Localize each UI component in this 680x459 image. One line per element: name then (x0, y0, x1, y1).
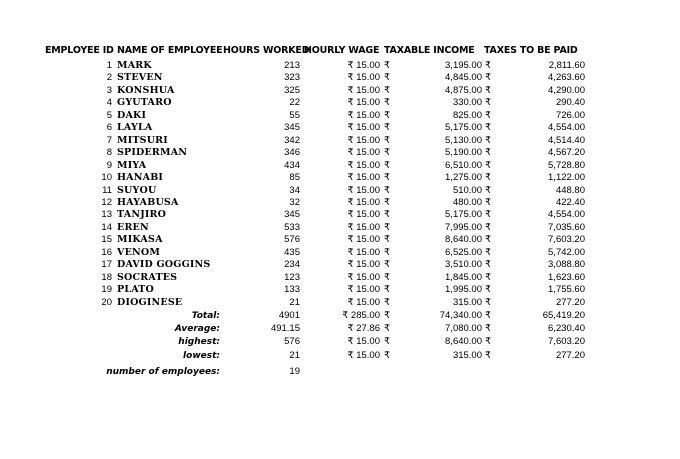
employee-name-cell: GYUTARO (117, 97, 172, 109)
employee-id-cell: 12 (101, 196, 112, 208)
summary-taxes-cell: 7,603.20 (548, 336, 585, 347)
hourly-wage-cell: ₹ 15.00 (347, 60, 380, 71)
employee-name-cell: MARK (117, 60, 152, 71)
employee-count-row (0, 366, 680, 379)
rupee-symbol: ₹ (485, 196, 492, 208)
taxes-due-cell: 4,554.00 (548, 209, 585, 221)
taxes-due-cell: 290.40 (555, 97, 585, 109)
employee-id-cell: 16 (101, 246, 112, 258)
rupee-symbol: ₹ (485, 271, 492, 283)
employee-name-cell: DIOGINESE (117, 296, 183, 308)
table-row (0, 172, 680, 185)
header-taxable-income: TAXABLE INCOME (384, 45, 475, 56)
employee-name-cell: DAKI (117, 109, 147, 121)
rupee-symbol: ₹ (485, 259, 492, 271)
table-row (0, 110, 680, 123)
rupee-symbol: ₹ (485, 336, 492, 347)
rupee-symbol: ₹ (485, 147, 492, 159)
hourly-wage-cell: ₹ 15.00 (347, 221, 380, 233)
taxes-due-cell: 4,514.40 (548, 134, 585, 146)
employee-count-label: number of employees: (106, 367, 220, 377)
hours-worked-cell: 346 (284, 147, 300, 159)
taxes-due-cell: 448.80 (555, 184, 585, 196)
table-row (0, 234, 680, 247)
rupee-symbol: ₹ (485, 221, 492, 233)
employee-id-cell: 2 (106, 72, 112, 84)
rupee-symbol: ₹ (384, 196, 391, 208)
employee-id-cell: 4 (106, 97, 112, 109)
rupee-symbol: ₹ (485, 72, 492, 84)
rupee-symbol: ₹ (485, 84, 492, 96)
employee-id-cell: 10 (101, 172, 112, 184)
employee-name-cell: DAVID GOGGINS (117, 259, 211, 271)
hours-worked-cell: 21 (289, 296, 300, 308)
rupee-symbol: ₹ (485, 60, 492, 71)
rupee-symbol: ₹ (384, 172, 391, 184)
employee-id-cell: 20 (101, 296, 112, 308)
employee-id-cell: 6 (106, 122, 112, 134)
employee-name-cell: EREN (117, 221, 149, 233)
rupee-symbol: ₹ (384, 184, 391, 196)
employee-id-cell: 17 (101, 259, 112, 271)
taxes-due-cell: 7,035.60 (548, 221, 585, 233)
summary-taxes-cell: 6,230.40 (548, 323, 585, 334)
hourly-wage-cell: ₹ 15.00 (347, 259, 380, 271)
taxable-income-cell: 4,845.00 (445, 72, 482, 84)
summary-label: lowest: (183, 351, 220, 361)
rupee-symbol: ₹ (485, 209, 492, 221)
header-employee-name: NAME OF EMPLOYEE (117, 45, 223, 56)
taxable-income-cell: 4,875.00 (445, 84, 482, 96)
summary-wage-cell: ₹ 27.86 (347, 323, 380, 334)
rupee-symbol: ₹ (384, 72, 391, 84)
summary-hours-cell: 491.15 (270, 323, 300, 334)
taxable-income-cell: 1,275.00 (445, 172, 482, 184)
taxes-due-cell: 5,742.00 (548, 246, 585, 258)
employee-id-cell: 3 (106, 84, 112, 96)
rupee-symbol: ₹ (384, 97, 391, 109)
employee-id-cell: 8 (106, 147, 112, 159)
rupee-symbol: ₹ (384, 323, 391, 334)
hourly-wage-cell: ₹ 15.00 (347, 109, 380, 121)
table-row (0, 97, 680, 110)
rupee-symbol: ₹ (384, 284, 391, 296)
rupee-symbol: ₹ (384, 60, 391, 71)
employee-name-cell: SUYOU (117, 184, 157, 196)
employee-name-cell: LAYLA (117, 122, 153, 134)
rupee-symbol: ₹ (485, 172, 492, 184)
table-row (0, 85, 680, 98)
header-hourly-wage: HOURLY WAGE (304, 45, 380, 56)
table-row (0, 284, 680, 297)
hours-worked-cell: 213 (284, 60, 300, 71)
table-row (0, 222, 680, 235)
taxes-due-cell: 4,567.20 (548, 147, 585, 159)
taxable-income-cell: 330.00 (452, 97, 482, 109)
hourly-wage-cell: ₹ 15.00 (347, 196, 380, 208)
hourly-wage-cell: ₹ 15.00 (347, 284, 380, 296)
employee-name-cell: MIKASA (117, 234, 163, 246)
table-row (0, 197, 680, 210)
header-employee-id: EMPLOYEE ID (45, 45, 114, 56)
rupee-symbol: ₹ (485, 109, 492, 121)
table-row (0, 272, 680, 285)
rupee-symbol: ₹ (384, 310, 391, 321)
employee-id-cell: 11 (102, 184, 112, 196)
summary-row (0, 323, 680, 336)
summary-hours-cell: 576 (284, 336, 300, 347)
employee-id-cell: 15 (101, 234, 112, 246)
rupee-symbol: ₹ (384, 134, 391, 146)
table-row (0, 147, 680, 160)
table-row (0, 122, 680, 135)
taxes-due-cell: 7,603.20 (548, 234, 585, 246)
taxable-income-cell: 8,640.00 (445, 234, 482, 246)
employee-name-cell: STEVEN (117, 72, 163, 84)
rupee-symbol: ₹ (485, 234, 492, 246)
rupee-symbol: ₹ (384, 350, 391, 361)
rupee-symbol: ₹ (384, 246, 391, 258)
hourly-wage-cell: ₹ 15.00 (347, 84, 380, 96)
taxes-due-cell: 2,811.60 (548, 60, 585, 71)
taxable-income-cell: 3,195.00 (445, 60, 482, 71)
hourly-wage-cell: ₹ 15.00 (347, 122, 380, 134)
taxable-income-cell: 1,845.00 (445, 271, 482, 283)
summary-taxable-cell: 315.00 (452, 350, 482, 361)
table-row (0, 247, 680, 260)
hours-worked-cell: 32 (289, 196, 300, 208)
employee-id-cell: 9 (106, 159, 112, 171)
employee-count-value: 19 (289, 366, 300, 377)
summary-row (0, 336, 680, 349)
hourly-wage-cell: ₹ 15.00 (347, 234, 380, 246)
hours-worked-cell: 123 (284, 271, 300, 283)
taxable-income-cell: 5,175.00 (445, 209, 482, 221)
taxes-due-cell: 1,755.60 (548, 284, 585, 296)
rupee-symbol: ₹ (485, 350, 492, 361)
rupee-symbol: ₹ (384, 221, 391, 233)
taxable-income-cell: 825.00 (452, 109, 482, 121)
summary-label: Average: (174, 324, 220, 334)
hours-worked-cell: 345 (284, 122, 300, 134)
table-row (0, 259, 680, 272)
summary-taxable-cell: 74,340.00 (439, 310, 482, 321)
taxes-due-cell: 1,122.00 (548, 172, 585, 184)
rupee-symbol: ₹ (485, 184, 492, 196)
taxes-due-cell: 277.20 (555, 296, 585, 308)
table-row (0, 160, 680, 173)
taxable-income-cell: 510.00 (452, 184, 482, 196)
taxable-income-cell: 6,510.00 (445, 159, 482, 171)
hours-worked-cell: 85 (289, 172, 300, 184)
hourly-wage-cell: ₹ 15.00 (347, 159, 380, 171)
rupee-symbol: ₹ (485, 97, 492, 109)
employee-name-cell: TANJIRO (117, 209, 167, 221)
taxes-due-cell: 4,554.00 (548, 122, 585, 134)
summary-label: highest: (178, 337, 220, 347)
employee-name-cell: VENOM (117, 246, 161, 258)
table-row (0, 209, 680, 222)
hours-worked-cell: 342 (284, 134, 300, 146)
rupee-symbol: ₹ (384, 84, 391, 96)
employee-name-cell: PLATO (117, 284, 155, 296)
hours-worked-cell: 55 (289, 109, 300, 121)
employee-name-cell: MIYA (117, 159, 147, 171)
hours-worked-cell: 345 (284, 209, 300, 221)
hours-worked-cell: 133 (284, 284, 300, 296)
table-row (0, 135, 680, 148)
hours-worked-cell: 323 (284, 72, 300, 84)
rupee-symbol: ₹ (485, 296, 492, 308)
taxable-income-cell: 7,995.00 (445, 221, 482, 233)
employee-name-cell: SPIDERMAN (117, 147, 188, 159)
rupee-symbol: ₹ (485, 122, 492, 134)
rupee-symbol: ₹ (485, 134, 492, 146)
hourly-wage-cell: ₹ 15.00 (347, 209, 380, 221)
taxable-income-cell: 5,190.00 (445, 147, 482, 159)
rupee-symbol: ₹ (384, 109, 391, 121)
header-taxes-to-be-paid: TAXES TO BE PAID (484, 45, 578, 56)
hourly-wage-cell: ₹ 15.00 (347, 271, 380, 283)
rupee-symbol: ₹ (485, 310, 492, 321)
rupee-symbol: ₹ (384, 122, 391, 134)
employee-name-cell: MITSURI (117, 134, 168, 146)
taxes-due-cell: 726.00 (555, 109, 585, 121)
summary-taxes-cell: 65,419.20 (542, 310, 585, 321)
employee-name-cell: KONSHUA (117, 84, 175, 96)
hours-worked-cell: 533 (284, 221, 300, 233)
summary-hours-cell: 4901 (278, 310, 300, 321)
hourly-wage-cell: ₹ 15.00 (347, 184, 380, 196)
taxes-due-cell: 4,290.00 (548, 84, 585, 96)
employee-id-cell: 7 (106, 134, 112, 146)
employee-id-cell: 13 (101, 209, 112, 221)
rupee-symbol: ₹ (485, 284, 492, 296)
rupee-symbol: ₹ (485, 246, 492, 258)
employee-name-cell: HANABI (117, 172, 164, 184)
hours-worked-cell: 34 (289, 184, 300, 196)
table-row (0, 60, 680, 73)
summary-taxable-cell: 7,080.00 (445, 323, 482, 334)
taxes-due-cell: 4,263.60 (548, 72, 585, 84)
rupee-symbol: ₹ (384, 259, 391, 271)
employee-id-cell: 19 (101, 284, 112, 296)
employee-name-cell: HAYABUSA (117, 196, 179, 208)
taxable-income-cell: 315.00 (452, 296, 482, 308)
hours-worked-cell: 434 (284, 159, 300, 171)
employee-id-cell: 18 (101, 271, 112, 283)
employee-id-cell: 5 (106, 109, 112, 121)
taxes-due-cell: 1,623.60 (548, 271, 585, 283)
taxable-income-cell: 6,525.00 (445, 246, 482, 258)
hours-worked-cell: 234 (284, 259, 300, 271)
hourly-wage-cell: ₹ 15.00 (347, 134, 380, 146)
taxable-income-cell: 480.00 (452, 196, 482, 208)
rupee-symbol: ₹ (485, 159, 492, 171)
employee-id-cell: 1 (106, 60, 112, 71)
rupee-symbol: ₹ (384, 336, 391, 347)
table-row (0, 72, 680, 85)
hourly-wage-cell: ₹ 15.00 (347, 296, 380, 308)
rupee-symbol: ₹ (384, 209, 391, 221)
hours-worked-cell: 325 (284, 84, 300, 96)
rupee-symbol: ₹ (384, 271, 391, 283)
table-row (0, 185, 680, 198)
taxes-due-cell: 422.40 (555, 196, 585, 208)
employee-name-cell: SOCRATES (117, 271, 178, 283)
summary-row (0, 310, 680, 323)
summary-wage-cell: ₹ 285.00 (342, 310, 380, 321)
summary-taxable-cell: 8,640.00 (445, 336, 482, 347)
rupee-symbol: ₹ (384, 296, 391, 308)
taxable-income-cell: 5,130.00 (445, 134, 482, 146)
hourly-wage-cell: ₹ 15.00 (347, 172, 380, 184)
header-hours-worked: HOURS WORKED (223, 45, 310, 56)
hourly-wage-cell: ₹ 15.00 (347, 97, 380, 109)
table-row (0, 297, 680, 310)
summary-hours-cell: 21 (289, 350, 300, 361)
taxable-income-cell: 3,510.00 (445, 259, 482, 271)
summary-row (0, 350, 680, 363)
summary-taxes-cell: 277.20 (555, 350, 585, 361)
summary-wage-cell: ₹ 15.00 (347, 336, 380, 347)
taxable-income-cell: 1,995.00 (445, 284, 482, 296)
hours-worked-cell: 435 (284, 246, 300, 258)
employee-id-cell: 14 (101, 221, 112, 233)
taxable-income-cell: 5,175.00 (445, 122, 482, 134)
hourly-wage-cell: ₹ 15.00 (347, 246, 380, 258)
summary-wage-cell: ₹ 15.00 (347, 350, 380, 361)
rupee-symbol: ₹ (384, 234, 391, 246)
taxes-due-cell: 5,728.80 (548, 159, 585, 171)
rupee-symbol: ₹ (384, 147, 391, 159)
taxes-due-cell: 3,088.80 (548, 259, 585, 271)
hours-worked-cell: 22 (289, 97, 300, 109)
rupee-symbol: ₹ (384, 159, 391, 171)
hours-worked-cell: 576 (284, 234, 300, 246)
summary-label: Total: (191, 311, 220, 321)
hourly-wage-cell: ₹ 15.00 (347, 147, 380, 159)
rupee-symbol: ₹ (485, 323, 492, 334)
hourly-wage-cell: ₹ 15.00 (347, 72, 380, 84)
